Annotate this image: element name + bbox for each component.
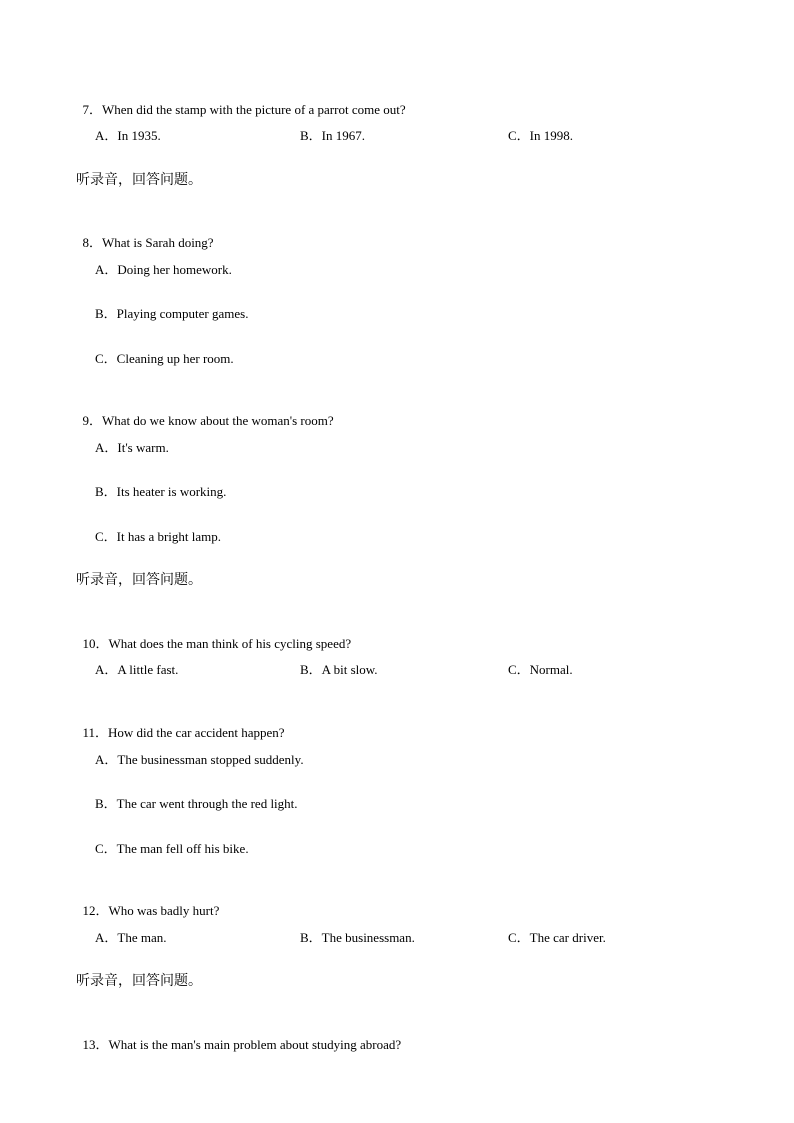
question-text: What is the man's main problem about studying abroad? — [108, 1037, 402, 1052]
question-number: 8． — [82, 235, 103, 250]
question-text: What does the man think of his cycling speed? — [108, 636, 352, 651]
q12-option-b: B．The businessman. — [300, 930, 415, 945]
q11-option-b: B．The car went through the red light. — [95, 796, 298, 811]
section-heading: 听录音，回答问题。 — [76, 572, 202, 588]
q10-option-a: A．A little fast. — [95, 662, 179, 677]
q10-option-b: B．A bit slow. — [300, 662, 378, 677]
question-11 — [76, 706, 285, 742]
q11-option-a: A．The businessman stopped suddenly. — [95, 752, 304, 767]
question-10 — [76, 617, 351, 653]
question-number: 10． — [82, 636, 109, 651]
q12-option-a: A．The man. — [95, 930, 167, 945]
q9-option-a: A．It's warm. — [95, 440, 169, 455]
question-13 — [76, 1018, 401, 1054]
q7-option-b: B．In 1967. — [300, 128, 366, 143]
section-heading: 听录音，回答问题。 — [76, 973, 202, 989]
question-12 — [76, 884, 219, 920]
q8-option-a: A．Doing her homework. — [95, 262, 232, 277]
q11-option-c: C．The man fell off his bike. — [95, 841, 249, 856]
section-heading: 听录音，回答问题。 — [76, 172, 202, 188]
q9-option-b: B．Its heater is working. — [95, 484, 227, 499]
q7-option-a: A．In 1935. — [95, 128, 161, 143]
question-8 — [76, 216, 214, 252]
question-9 — [76, 394, 334, 430]
question-number: 11． — [82, 725, 109, 740]
question-text: What do we know about the woman's room? — [102, 413, 334, 428]
q8-option-c: C．Cleaning up her room. — [95, 351, 234, 366]
q9-option-c: C．It has a bright lamp. — [95, 529, 222, 544]
question-text: Who was badly hurt? — [108, 903, 220, 918]
question-7 — [76, 83, 406, 119]
question-text: How did the car accident happen? — [108, 725, 285, 740]
question-text: When did the stamp with the picture of a parrot come out? — [102, 102, 406, 117]
question-number: 9． — [82, 413, 103, 428]
question-number: 7． — [82, 102, 103, 117]
q10-option-c: C．Normal. — [508, 662, 573, 677]
q8-option-b: B．Playing computer games. — [95, 306, 249, 321]
question-text: What is Sarah doing? — [102, 235, 214, 250]
question-number: 12． — [82, 903, 109, 918]
q12-option-c: C．The car driver. — [508, 930, 606, 945]
q7-option-c: C．In 1998. — [508, 128, 574, 143]
question-number: 13． — [82, 1037, 109, 1052]
